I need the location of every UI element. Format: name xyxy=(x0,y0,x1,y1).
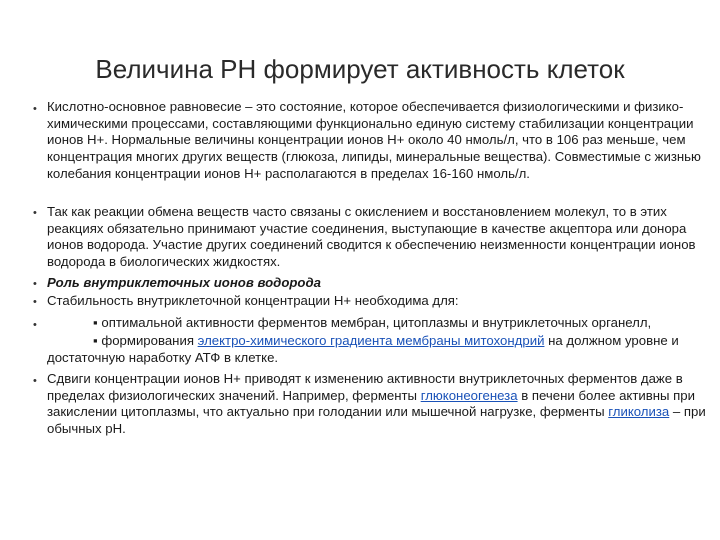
sub-item-gradient xyxy=(47,333,715,366)
sub-bullet-marker: ▪ xyxy=(93,333,98,348)
paragraph-shifts-text-b: в печени более активны при закислении цитоплазмы, что актуально при голодании или мышечной нагрузке, ферменты xyxy=(47,387,696,420)
paragraph-shifts-text-c: – при обычных рН. xyxy=(47,404,706,437)
bullet-marker: • xyxy=(33,207,37,219)
sub-bullet-marker: ▪ xyxy=(93,315,98,330)
bullet-marker: • xyxy=(33,296,37,308)
sub-item-enzymes xyxy=(93,315,715,332)
paragraph-role-heading: Роль внутриклеточных ионов водорода xyxy=(47,275,321,290)
link-glycolysis[interactable]: гликолиза xyxy=(608,404,670,420)
paragraph-acid-base: Кислотно-основное равновесие – это состояние, которое обеспечивается физиологическими и физико-химическими процессами, составляющими функционально единую систему стабилизации концентрации ионов Н+. Нормальные величины концентрации ионов Н+ около 40 нмоль/л, что в 106 раз меньше, чем концентрация многих других веществ (глюкоза, липиды, минеральные вещества). Совместимые с жизнью колебания концентрации ионов Н+ располагаются в пределах 16-160 нмоль/л. xyxy=(47,99,701,181)
sub-item-enzymes-text: оптимальной активности ферментов мембран, цитоплазмы и внутриклеточных органелл, xyxy=(101,315,652,330)
sub-item-gradient-text-b: на должном уровне и достаточную наработку АТФ в клетке. xyxy=(47,333,679,365)
paragraph-redox: Так как реакции обмена веществ часто связаны с окислением и восстановлением молекул, то в этих реакциях обязательно принимают участие соединения, выступающие в качестве акцептора или донора ионов водорода. Участие других соединений сводится к обеспечению неизменности концентрации ионов водорода в биологических жидкостях. xyxy=(47,204,696,270)
bullet-marker: • xyxy=(33,278,37,290)
bullet-marker: • xyxy=(33,319,37,331)
bullet-marker: • xyxy=(33,103,37,115)
link-electrochemical-gradient[interactable]: электро-химического градиента мембраны митохондрий xyxy=(197,333,545,348)
link-gluconeogenesis[interactable]: глюконеогенеза xyxy=(420,387,518,403)
bullet-marker: • xyxy=(33,375,37,387)
sub-item-gradient-text-a: формирования xyxy=(101,333,198,348)
paragraph-stability: Стабильность внутриклеточной концентрации Н+ необходима для: xyxy=(47,293,459,308)
paragraph-shifts xyxy=(47,371,715,438)
paragraph-shifts-text-a: Сдвиги концентрации ионов Н+ приводят к изменению активности внутриклеточных ферментов даже в пределах физиологических значений. Например, ферменты xyxy=(47,371,683,403)
page-title: Величина РН формирует активность клеток xyxy=(95,54,625,84)
